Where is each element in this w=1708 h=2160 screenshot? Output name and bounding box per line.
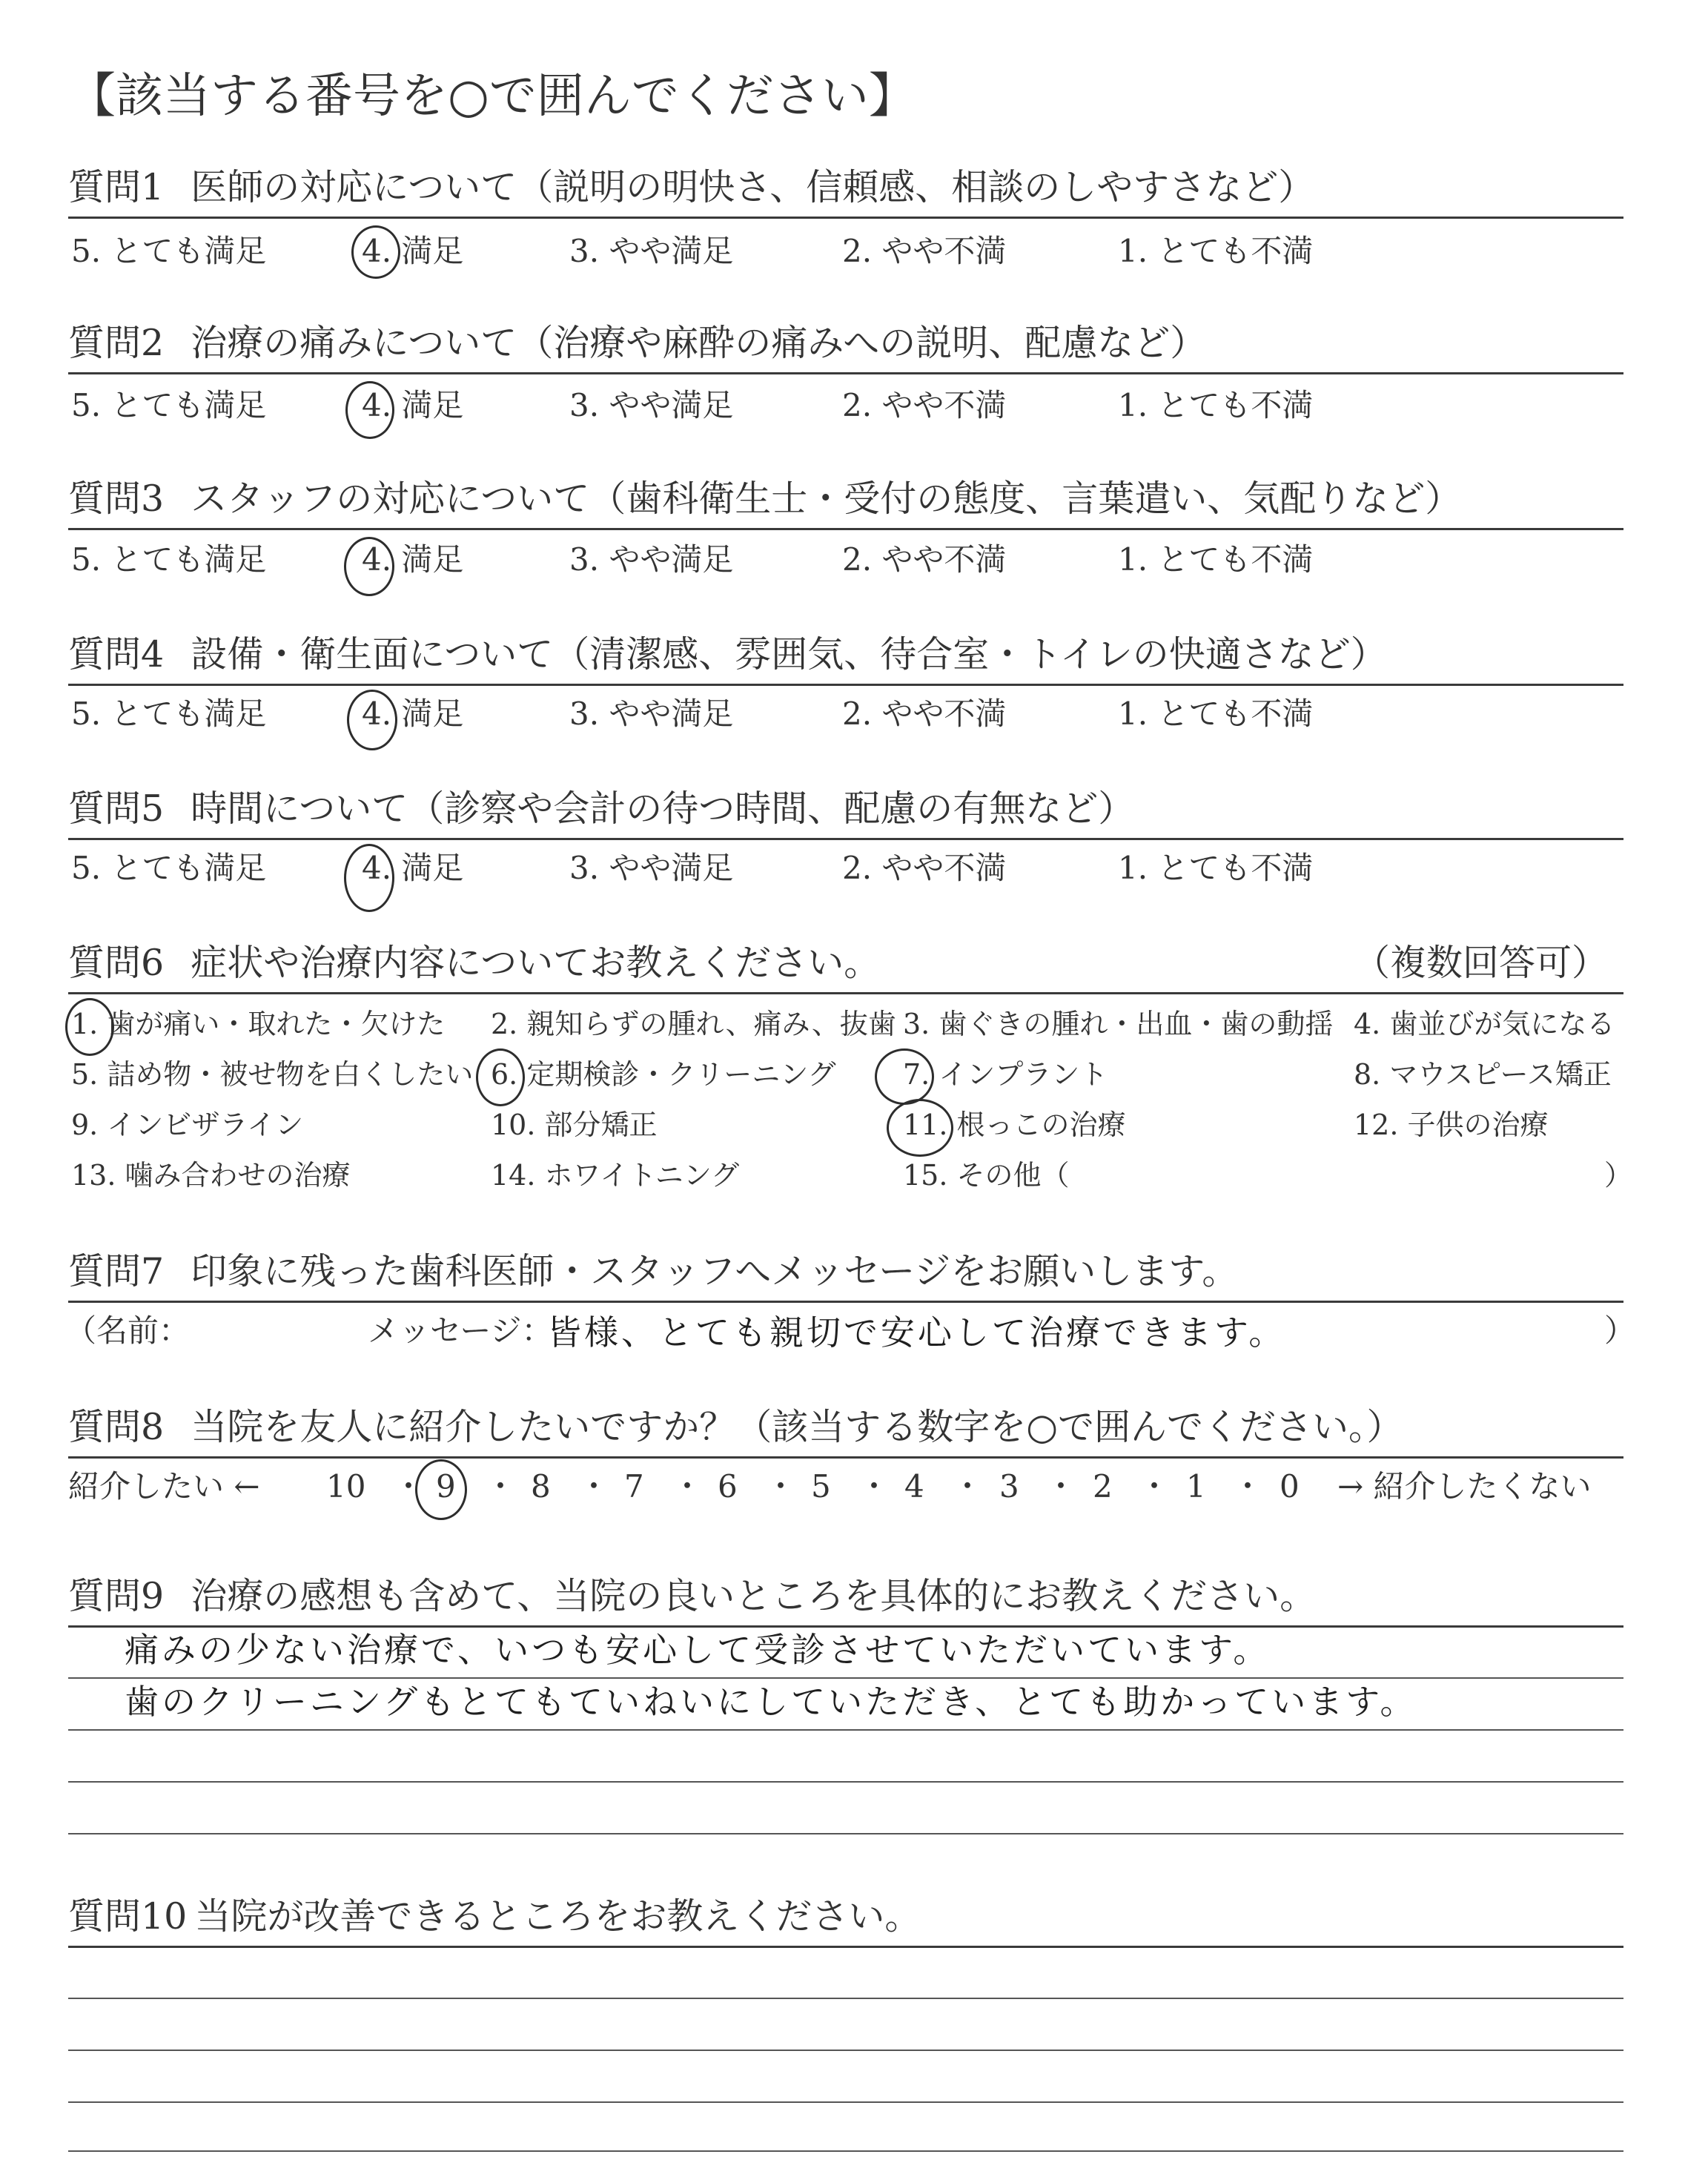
q1-option-1[interactable]: 1. とても不満: [1118, 233, 1314, 269]
q6-option-5[interactable]: 5. 詰め物・被せ物を白くしたい: [71, 1058, 474, 1091]
question-text: 治療の感想も含めて、当院の良いところを具体的にお教えください。: [191, 1575, 1317, 1617]
answer-line: [68, 2050, 1623, 2051]
divider: [68, 217, 1623, 219]
scale-separator: ・: [672, 1468, 704, 1505]
q6-option-12[interactable]: 12. 子供の治療: [1354, 1109, 1549, 1141]
divider: [68, 1946, 1623, 1948]
q2-option-2[interactable]: 2. やや不満: [842, 387, 1007, 423]
question-text: 当院が改善できるところをお教えください。: [194, 1895, 921, 1938]
question-7: [68, 1250, 1239, 1292]
question-3: [68, 478, 1462, 520]
scale-separator: ・: [1232, 1468, 1264, 1505]
q5-option-2[interactable]: 2. やや不満: [842, 850, 1007, 886]
q6-option-14[interactable]: 14. ホワイトニング: [491, 1159, 740, 1192]
q4-option-1[interactable]: 1. とても不満: [1118, 696, 1314, 732]
q6-selection-circle-1: [65, 998, 114, 1056]
scale-7[interactable]: 7: [624, 1468, 644, 1505]
scale-0[interactable]: 0: [1280, 1468, 1300, 1505]
question-6: [68, 942, 881, 984]
q2-option-4[interactable]: 4. 満足: [362, 387, 464, 423]
divider: [68, 528, 1623, 530]
question-2: [68, 322, 1207, 364]
q4-option-3[interactable]: 3. やや満足: [569, 696, 734, 732]
question-number: 質問5: [68, 787, 165, 830]
q4-selection-circle: [347, 690, 397, 750]
q4-option-2[interactable]: 2. やや不満: [842, 696, 1007, 732]
question-text: 時間について（診察や会計の待つ時間、配慮の有無など）: [191, 787, 1135, 830]
q3-option-5[interactable]: 5. とても満足: [71, 541, 267, 578]
scale-separator: ・: [952, 1468, 984, 1505]
divider: [68, 684, 1623, 686]
question-number: 質問8: [68, 1406, 165, 1448]
q5-option-5[interactable]: 5. とても満足: [71, 850, 267, 886]
answer-line: [68, 1833, 1623, 1834]
question-5: [68, 787, 1135, 830]
page-title: 【該当する番号を○で囲んでください】: [68, 69, 916, 124]
q5-option-3[interactable]: 3. やや満足: [569, 850, 734, 886]
question-number: 質問3: [68, 478, 165, 520]
q6-option-10[interactable]: 10. 部分矯正: [491, 1109, 658, 1141]
recommend-right-label: → 紹介したくない: [1337, 1468, 1592, 1505]
answer-line: [68, 1729, 1623, 1731]
q3-option-1[interactable]: 1. とても不満: [1118, 541, 1314, 578]
question-number: 質問7: [68, 1250, 165, 1292]
q6-option-2[interactable]: 2. 親知らずの腫れ、痛み、抜歯: [491, 1008, 896, 1040]
answer-line: [68, 1677, 1623, 1679]
q6-option-1[interactable]: 1. 歯が痛い・取れた・欠けた: [71, 1008, 446, 1040]
divider: [68, 1625, 1623, 1628]
q1-option-2[interactable]: 2. やや不満: [842, 233, 1007, 269]
multiple-answers-note: （複数回答可）: [1354, 942, 1609, 984]
divider: [68, 992, 1623, 994]
divider: [68, 1456, 1623, 1459]
q4-option-4[interactable]: 4. 満足: [362, 696, 464, 732]
q6-option-11[interactable]: 11. 根っこの治療: [903, 1109, 1126, 1141]
q6-option-6[interactable]: 6. 定期検診・クリーニング: [491, 1058, 836, 1091]
q6-option-15[interactable]: 15. その他（: [903, 1159, 1070, 1192]
message-label: メッセージ：: [368, 1312, 553, 1349]
question-number: 質問10: [68, 1895, 188, 1938]
scale-9[interactable]: 9: [436, 1468, 456, 1505]
question-number: 質問1: [68, 166, 165, 208]
recommend-left-label: 紹介したい ←: [68, 1468, 260, 1505]
answer-line: [68, 2101, 1623, 2103]
q4-option-5[interactable]: 5. とても満足: [71, 696, 267, 732]
q5-selection-circle: [344, 844, 394, 912]
question-1: [68, 166, 1315, 208]
q6-selection-circle-7: [875, 1048, 934, 1105]
q6-option-13[interactable]: 13. 噛み合わせの治療: [71, 1159, 351, 1192]
q6-option-3[interactable]: 3. 歯ぐきの腫れ・出血・歯の動揺: [903, 1008, 1334, 1040]
question-10: [68, 1895, 921, 1938]
scale-separator: ・: [765, 1468, 797, 1505]
scale-5[interactable]: 5: [811, 1468, 831, 1505]
scale-4[interactable]: 4: [904, 1468, 924, 1505]
q6-option-7[interactable]: 7. インプラント: [903, 1058, 1108, 1091]
scale-2[interactable]: 2: [1093, 1468, 1113, 1505]
scale-10[interactable]: 10: [326, 1468, 366, 1505]
question-4: [68, 633, 1387, 676]
q3-selection-circle: [344, 537, 394, 596]
question-text: 印象に残った歯科医師・スタッフへメッセージをお願いします。: [191, 1250, 1239, 1292]
scale-8[interactable]: 8: [531, 1468, 551, 1505]
question-text: 症状や治療内容についてお教えください。: [191, 942, 881, 984]
name-label: （名前：: [65, 1312, 191, 1349]
question-text: 当院を友人に紹介したいですか？（該当する数字を○で囲んでください。）: [191, 1406, 1403, 1448]
q3-option-2[interactable]: 2. やや不満: [842, 541, 1007, 578]
q1-option-5[interactable]: 5. とても満足: [71, 233, 267, 269]
scale-separator: ・: [393, 1468, 425, 1505]
message-close: ）: [1604, 1312, 1636, 1349]
question-number: 質問2: [68, 322, 165, 364]
question-text: 医師の対応について（説明の明快さ、信頼感、相談のしやすさなど）: [191, 166, 1315, 208]
q1-option-4[interactable]: 4. 満足: [362, 233, 464, 269]
question-number: 質問4: [68, 633, 165, 676]
scale-separator: ・: [858, 1468, 890, 1505]
divider: [68, 838, 1623, 840]
q2-selection-circle: [345, 381, 394, 439]
q5-option-1[interactable]: 1. とても不満: [1118, 850, 1314, 886]
q2-option-1[interactable]: 1. とても不満: [1118, 387, 1314, 423]
question-number: 質問9: [68, 1575, 165, 1617]
scale-6[interactable]: 6: [718, 1468, 738, 1505]
question-text: 治療の痛みについて（治療や麻酔の痛みへの説明、配慮など）: [191, 322, 1207, 364]
scale-3[interactable]: 3: [999, 1468, 1019, 1505]
question-text: スタッフの対応について（歯科衛生士・受付の態度、言葉遣い、気配りなど）: [191, 478, 1462, 520]
q9-answer-line-2[interactable]: 歯のクリーニングもとてもていねいにしていただき、とても助かっています。: [125, 1682, 1417, 1722]
q6-other-close: ）: [1604, 1159, 1633, 1192]
q6-option-8[interactable]: 8. マウスピース矯正: [1354, 1058, 1612, 1091]
divider: [68, 1301, 1623, 1303]
question-number: 質問6: [68, 942, 165, 984]
question-8: [68, 1406, 1403, 1448]
q6-option-9[interactable]: 9. インビザライン: [71, 1109, 304, 1141]
answer-line: [68, 1998, 1623, 1999]
question-9: [68, 1575, 1317, 1617]
divider: [68, 372, 1623, 374]
message-answer[interactable]: 皆様、とても親切で安心して治療できます。: [547, 1312, 1286, 1353]
q8-selection-circle: [415, 1459, 467, 1520]
answer-line: [68, 2150, 1623, 2152]
q2-option-5[interactable]: 5. とても満足: [71, 387, 267, 423]
answer-line: [68, 1781, 1623, 1783]
scale-separator: ・: [578, 1468, 610, 1505]
q2-option-3[interactable]: 3. やや満足: [569, 387, 734, 423]
q5-option-4[interactable]: 4. 満足: [362, 850, 464, 886]
scale-1[interactable]: 1: [1186, 1468, 1206, 1505]
scale-separator: ・: [485, 1468, 517, 1505]
q1-selection-circle: [351, 225, 400, 279]
q3-option-4[interactable]: 4. 満足: [362, 541, 464, 578]
q6-option-4[interactable]: 4. 歯並びが気になる: [1354, 1008, 1615, 1040]
q1-option-3[interactable]: 3. やや満足: [569, 233, 734, 269]
scale-separator: ・: [1045, 1468, 1077, 1505]
q9-answer-line-1[interactable]: 痛みの少ない治療で、いつも安心して受診させていただいています。: [125, 1630, 1271, 1670]
q6-selection-circle-11: [887, 1099, 953, 1157]
q6-selection-circle-6: [476, 1048, 525, 1106]
scale-separator: ・: [1139, 1468, 1171, 1505]
question-text: 設備・衛生面について（清潔感、雰囲気、待合室・トイレの快適さなど）: [191, 633, 1387, 676]
q3-option-3[interactable]: 3. やや満足: [569, 541, 734, 578]
